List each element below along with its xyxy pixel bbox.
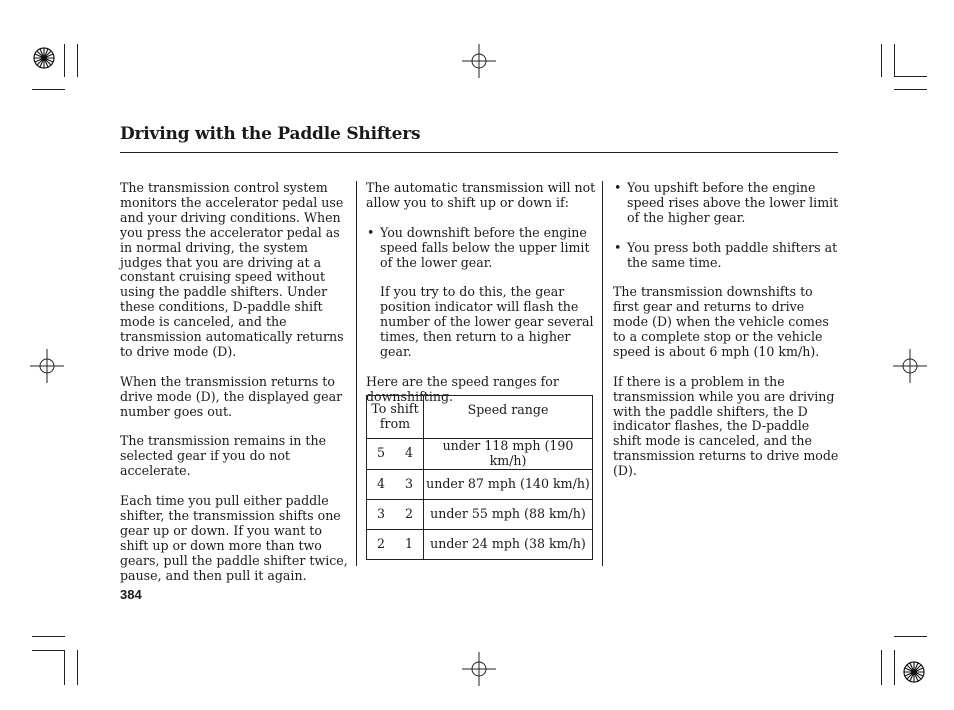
column-3 [613, 181, 839, 494]
bullet-item [613, 181, 839, 226]
bullet-text: You downshift before the engine speed falls below the upper limit of the lower gear. [380, 224, 590, 270]
bullet-item [613, 241, 839, 271]
gear-to: 2 [404, 505, 413, 521]
paragraph: If there is a problem in the transmission while you are driving with the paddle shifters, the D indicator flashes, the D-paddle shift mode is canceled, and the transmission returns to drive mode (D). [613, 373, 839, 479]
column-2 [366, 181, 598, 419]
crosshair-mark-icon [462, 44, 496, 78]
bullet-icon: • [367, 224, 375, 240]
bullet-item [366, 226, 598, 271]
crop-mark [77, 44, 78, 77]
crosshair-mark-icon [30, 349, 64, 383]
gear-cell [367, 439, 424, 470]
table-row [367, 469, 593, 499]
crop-mark [32, 636, 65, 637]
gear-from: 5 [377, 445, 386, 461]
crop-mark [894, 89, 927, 90]
registration-target-icon [901, 659, 927, 685]
crop-mark [894, 650, 895, 685]
gear-from: 4 [377, 475, 386, 491]
paragraph: Each time you pull either paddle shifter, the transmission shifts one gear up or down. If you want to shift up or down more than two gears, pull the paddle shifter twice, pause, and then pull it again. [120, 492, 348, 583]
crop-mark [32, 89, 65, 90]
crop-mark [894, 44, 895, 77]
bullet-icon: • [614, 239, 622, 255]
crop-mark [881, 44, 882, 77]
speed-range-table [366, 395, 593, 560]
speed-cell: under 118 mph (190 km/h) [424, 439, 593, 470]
crosshair-mark-icon [893, 349, 927, 383]
speed-cell: under 55 mph (88 km/h) [424, 499, 593, 529]
table-header-cell: Speed range [424, 396, 593, 439]
bullet-text: You upshift before the engine speed rises above the lower limit of the higher gear. [627, 180, 839, 225]
bullet-icon: • [614, 180, 622, 195]
section-title: Driving with the Paddle Shifters [120, 124, 421, 144]
paragraph: When the transmission returns to drive mode (D), the displayed gear number goes out. [120, 373, 343, 419]
column-divider [602, 181, 603, 566]
paragraph: The transmission remains in the selected gear if you do not accelerate. [120, 433, 327, 479]
page-number: 384 [120, 587, 142, 602]
bullet-text: You press both paddle shifters at the same time. [627, 239, 838, 270]
table-header-cell: To shift from [367, 396, 424, 439]
gear-cell [367, 529, 424, 559]
gear-to: 4 [404, 445, 413, 461]
speed-cell: under 87 mph (140 km/h) [424, 469, 593, 499]
registration-target-icon [31, 45, 57, 71]
gear-from: 3 [377, 505, 386, 521]
column-divider [356, 181, 357, 566]
crop-mark [881, 650, 882, 685]
gear-from: 2 [377, 535, 386, 551]
crop-mark [77, 650, 78, 685]
paragraph: The transmission downshifts to first gear and returns to drive mode (D) when the vehicle comes to a complete stop or the vehicle speed is about 6 mph (10 km/h). [613, 284, 829, 359]
table-row [367, 529, 593, 559]
paragraph: The automatic transmission will not allow you to shift up or down if: [366, 180, 596, 210]
table-header-row [367, 396, 593, 439]
gear-cell [367, 499, 424, 529]
crop-mark [64, 650, 65, 685]
table-row [367, 499, 593, 529]
paragraph: The transmission control system monitors the accelerator pedal use and your driving conditions. When you press the accelerator pedal as in normal driving, the system judges that you are driving at a constant cruising speed without using the paddle shifters. Under these conditions, D-paddle shift mode is canceled, and the transmission automatically returns to drive mode (D). [120, 180, 344, 359]
table-row [367, 439, 593, 470]
crop-mark [64, 44, 65, 77]
speed-cell: under 24 mph (38 km/h) [424, 529, 593, 559]
paragraph: Here are the speed ranges for downshifting. [366, 373, 559, 404]
crop-mark [894, 76, 927, 77]
crop-mark [894, 636, 927, 637]
gear-to: 1 [404, 535, 413, 551]
gear-cell [367, 469, 424, 499]
title-rule [120, 152, 838, 153]
crosshair-mark-icon [462, 652, 496, 686]
paragraph: If you try to do this, the gear position indicator will flash the number of the lower gear several times, then return to a higher gear. [380, 284, 594, 359]
gear-to: 3 [404, 475, 413, 491]
column-1 [120, 181, 352, 598]
crop-mark [32, 650, 65, 651]
